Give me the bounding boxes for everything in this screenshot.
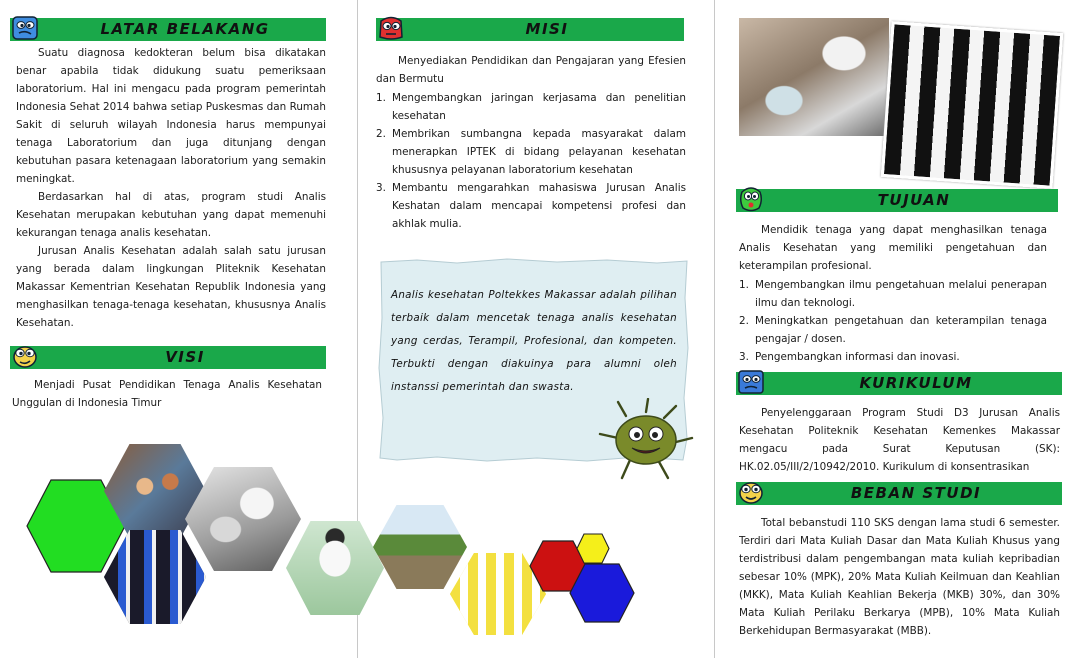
visi-title: VISI: [165, 348, 205, 366]
misi-header: [376, 18, 684, 41]
list-item-text: Mengembangkan ilmu pengetahuan melalui penerapan ilmu dan teknologi.: [755, 279, 1047, 309]
kurikulum-body: [739, 404, 1060, 476]
kurikulum-title: KURIKULUM: [859, 374, 973, 392]
latar-belakang-header: [10, 18, 326, 41]
photo-lab-practice: [739, 18, 889, 136]
latar-paragraph-2: Berdasarkan hal di atas, program studi Analis Kesehatan merupakan kebutuhan yang dapat memenuhi kekurangan tenaga analis kesehatan.: [16, 191, 326, 239]
latar-paragraph-1: Suatu diagnosa kedokteran belum bisa dikatakan benar apabila tidak didukung suatu pemeriksaan laboratorium. Hal ini mengacu pada program pemerintah Indonesia Sehat 2014 bahwa setiap Puskesmas dan Rumah Sakit di seluruh wilayah Indonesia harus mempunyai tenaga Laboratorium dan juga ditunjang dengan kebutuhan pasara ketenagaan laboratorium yang semakin meningkat.: [16, 47, 326, 185]
list-item-number: 3.: [739, 351, 749, 363]
misi-list: [376, 89, 686, 233]
blue-square-monster-icon: [736, 367, 766, 397]
latar-belakang-title: LATAR BELAKANG: [100, 20, 270, 38]
beban-studi-title: BEBAN STUDI: [850, 484, 982, 502]
blue-hexagon: [569, 563, 635, 623]
tujuan-title: TUJUAN: [877, 191, 951, 209]
tujuan-header: [736, 189, 1058, 212]
list-item-text: Meningkatkan pengetahuan dan keterampilan tenaga pengajar / dosen.: [755, 315, 1047, 345]
list-item-number: 2.: [376, 128, 386, 140]
list-item: [376, 179, 686, 233]
list-item-text: Mengembangkan jaringan kerjasama dan penelitian kesehatan: [392, 92, 686, 122]
beban-studi-text: Total bebanstudi 110 SKS dengan lama studi 6 semester. Terdiri dari Mata Kuliah Dasar dan Mata Kuliah Khusus yang terdistribusi dalam pengembangan mata kuliah kepribadian sebesar 10% (MPK), 20% Mata Kuliah Keilmuan dan Keahlian (MKK), Mata Kuliah Keahlian Bekerja (MKB) 30%, dan 30% Mata Kuliah Perilaku Berkarya (MPB), 10% Mata Kuliah Berkehidupan Bermasyarakat (MBB).: [739, 517, 1060, 637]
green-monster-icon: [10, 341, 40, 371]
list-item: [739, 348, 1047, 366]
kurikulum-header: [736, 372, 1062, 395]
list-item-number: 3.: [376, 182, 386, 194]
fold-line-2: [714, 0, 715, 658]
kurikulum-text: Penyelenggaraan Program Studi D3 Jurusan Analis Kesehatan Politeknik Kesehatan Kemenkes Makassar mengacu pada Surat Keputusan (SK): HK.02.05/III/2/10942/2010. Kurikulum di konsentrasikan: [739, 407, 1060, 473]
list-item-text: Pengembangkan informasi dan inovasi.: [755, 351, 960, 363]
photo-microscope-lab: [185, 467, 301, 571]
photo-student-labcoat: [286, 521, 384, 615]
yellow-monster-icon: [736, 477, 766, 507]
slogan-text: Analis kesehatan Poltekkes Makassar adalah pilihan terbaik dalam mencetak tenaga analis kesehatan yang cerdas, Terampil, Profesional, dan kompeten. Terbukti dengan diakuinya para alumni oleh instanssi pemerintah dan swasta.: [391, 289, 677, 393]
green-blob-icon: [736, 184, 766, 214]
beban-studi-header: [736, 482, 1062, 505]
photo-students-lab: [881, 21, 1063, 189]
list-item-number: 1.: [376, 92, 386, 104]
tujuan-intro-text: Mendidik tenaga yang dapat menghasilkan tenaga Analis Kesehatan yang memiliki pengetahuan dan keterampilan profesional.: [739, 224, 1047, 272]
latar-belakang-body: [16, 44, 326, 332]
list-item: [376, 125, 686, 179]
list-item: [739, 276, 1047, 312]
misi-intro: [376, 52, 686, 88]
beban-studi-body: [739, 514, 1060, 654]
germ-mascot-icon: [596, 398, 696, 480]
misi-title: MISI: [525, 20, 569, 38]
list-item-number: 1.: [739, 279, 749, 291]
list-item: [739, 312, 1047, 348]
list-item: [376, 89, 686, 125]
photo-campus-gathering: [373, 505, 467, 589]
list-item-text: Membantu mengarahkan mahasiswa Jurusan Analis Keshatan dalam mencapai kompetensi profesi dan akhlak mulia.: [392, 182, 686, 230]
red-monster-icon: [376, 13, 406, 43]
tujuan-list: [739, 276, 1047, 366]
tujuan-intro: [739, 221, 1047, 275]
blue-monster-icon: [10, 13, 40, 43]
list-item-number: 2.: [739, 315, 749, 327]
list-item-text: Membrikan sumbangna kepada masyarakat dalam menerapkan IPTEK di bidang pelayanan kesehatan khususnya pelayanan laboratorium kesehatan: [392, 128, 686, 176]
visi-text: Menjadi Pusat Pendidikan Tenaga Analis Kesehatan Unggulan di Indonesia Timur: [12, 379, 322, 409]
visi-body: [12, 376, 322, 412]
misi-intro-text: Menyediakan Pendidikan dan Pengajaran yang Efesien dan Bermutu: [376, 55, 686, 85]
visi-header: [10, 346, 326, 369]
latar-paragraph-3: Jurusan Analis Kesehatan adalah salah satu jurusan yang berada dalam lingkungan Pliteknik Kesehatan Makassar Kementrian Kesehatan Republik Indonesia yang menghasilkan tenaga-tenaga kesehatan, khususnya Analis Kesehatan.: [16, 245, 326, 329]
yellow-hexagon: [576, 533, 610, 564]
